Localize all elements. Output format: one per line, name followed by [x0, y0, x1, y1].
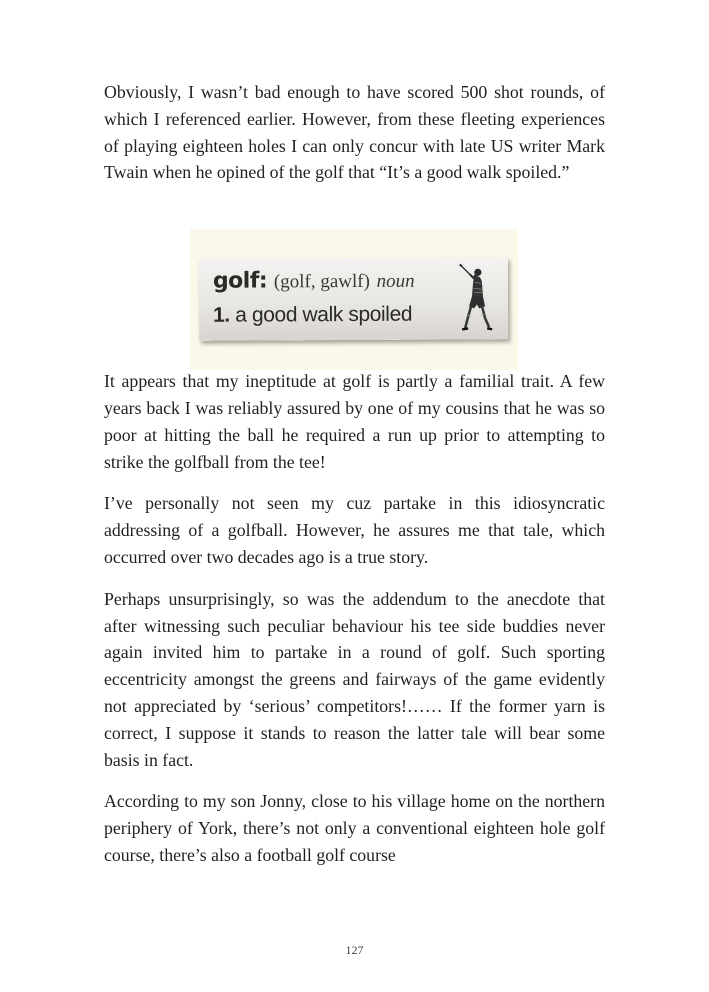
page-number: 127 — [345, 943, 364, 957]
paragraph-2: It appears that my ineptitude at golf is partly a familial trait. A few years back I was reliably assured by one of my cousins that he was so poor at hitting the ball he required a run up prior to attempting to strike the golfball from the tee! — [104, 371, 605, 472]
golfer-icon — [456, 260, 494, 334]
definition-pronunciation: (golf, gawlf) — [273, 270, 370, 293]
definition-text: a good walk spoiled — [235, 302, 413, 327]
definition-word: golf: — [212, 268, 268, 294]
paragraph-1: Obviously, I wasn’t bad enough to have scored 500 shot rounds, of which I referenced earlier. However, from these fleeting experiences of playing eighteen holes I can only concur with late US writer Mark Twain when he opined of the golf that “It’s a good walk spoiled.” — [104, 82, 605, 183]
definition-sense-line — [213, 303, 412, 328]
definition-banner — [199, 257, 508, 341]
page-body — [104, 79, 605, 869]
paragraph-4: Perhaps unsurprisingly, so was the addendum to the anecdote that after witnessing such peculiar behaviour his tee side buddies never again invited him to partake in a round of golf. Such sporting eccentricity amongst the greens and fairways of the game evidently not appreciated by ‘serious’ competitors!…… If the former yarn is correct, I suppose it stands to reason the latter tale will bear some basis in fact. — [104, 588, 605, 770]
definition-sense-number: 1. — [213, 303, 230, 327]
paragraph-5: According to my son Jonny, close to his village home on the northern periphery of York, there’s not only a conventional eighteen hole golf course, there’s also a football golf course — [104, 791, 605, 865]
definition-part-of-speech: noun — [376, 270, 415, 292]
definition-headword-line — [213, 268, 415, 294]
golf-definition-figure — [190, 229, 518, 370]
paragraph-3: I’ve personally not seen my cuz partake in this idiosyncratic addressing of a golfball. However, he assures me that tale, which occurred over two decades ago is a true story. — [104, 493, 605, 567]
